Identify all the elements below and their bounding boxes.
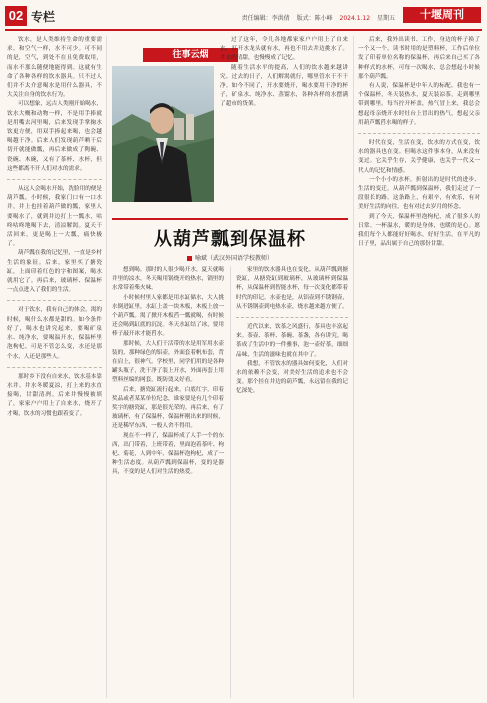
column-rule [230, 266, 231, 698]
section-divider [7, 179, 102, 180]
page-number: 02 [5, 6, 27, 26]
paragraph: 随着生活水平的提高，人们的饮水越来越讲究。过去的日子，人们解渴就行，哪里管水干不干净。如今不同了，开水要烧开，喝水要用干净的杯子，矿泉水、纯净水、蒸馏水，各种各样的水摆满了超市的货架。 [220, 64, 348, 108]
paragraph: 葫芦瓢在我的记忆里，一直是乡村生活的象征。后来，家里买了搪瓷缸，上面印着红色的字和图案，喝水就用它了。再后来，玻璃杯、保温杯一点点进入了我们的生活。 [7, 250, 102, 294]
header-rule [5, 29, 482, 31]
section-divider [7, 300, 102, 301]
column-2 [112, 266, 224, 698]
section-title: 专栏 [31, 10, 56, 24]
paragraph: 过了这年，令儿各地都家家户户用上了自来水，打开水龙头就有水，再也不用去井边挑水了。井水的清甜，也慢慢成了记忆。 [220, 37, 348, 62]
author-photo [112, 66, 214, 202]
section-divider [7, 367, 102, 368]
column-3-top [220, 36, 348, 216]
designer-label: 版式：陈小峰 [296, 15, 333, 22]
paragraph: 现在不一样了，保温杯成了人手一个的东西，出门带着，上班带着，里面泡着茶叶、枸杞、菊花，人到中年，保温杯泡枸杞，成了一种生活态度。从葫芦瓢到保温杯，变的是器具，不变的是人们对生活的热爱。 [112, 432, 224, 476]
paragraph: 后来，我外出读书、工作，身边的杯子换了一个又一个。读书时用的是塑料杯，工作后单位发了印着单位名称的保温杯，再后来自己买了各种样式的水杯，可每一次喝水，总会想起小时候那个葫芦瓢。 [358, 37, 480, 80]
headline-rule [112, 218, 348, 220]
paragraph: 小时候村里人家都是用水缸储水，大人挑水倒进缸里，水缸上盖一块木板，木板上放一个葫芦瓢。渴了掀开木板舀一瓢就喝，有时候还会喝到缸底的沉淀。冬天水缸结了冰，要用棒子敲开冰才能舀水。 [112, 294, 224, 338]
editor-label: 责任编辑：李洪倩 [241, 15, 290, 22]
section-divider [236, 317, 348, 318]
paragraph: 想到喝。那时的人很少喝开水，夏天就喝井里的凉水，冬天喝用锅烧开的热水，锅里的水常带着柴火味。 [112, 267, 224, 292]
paragraph: 近代以来，饮茶之风盛行，茶具也丰富起来。茶壶、茶杯、茶碗、茶盏，各有讲究。喝茶成了生活中的一件雅事，泡一壶好茶，细细品味，生活的滋味也就在其中了。 [236, 324, 348, 358]
column-3 [236, 266, 348, 698]
issue-weekday: 星期五 [376, 15, 395, 22]
newspaper-masthead: 十堰周刊 [403, 7, 481, 23]
paragraph: 后来，搪瓷缸流行起来，白底红字，印着奖品或者某某单位纪念，谁家要是有几个印着奖字的搪瓷缸，那是很光荣的。再后来，有了玻璃杯，有了保温杯，保温杯刚出来的时候，还是稀罕东西，一般人舍不得用。 [112, 386, 224, 430]
byline-marker-icon [187, 256, 192, 261]
header-meta [237, 13, 395, 22]
paragraph: 饮水，是人类维持生命的重要需求。和空气一样，水不可少。可不同的是，空气，到处不在且免费取用，而水不那么随便地能得到。这就有生命了各种各样的饮水器具。只不过人们并不太介意喝水是用什么器具，不大关注自身的饮水行为。 [7, 37, 102, 99]
paragraph: 从远人会喝水开始，洗脸用的便是葫芦瓢。小时候，我家门口有一口水井，井上也挂着葫芦做的瓢，家里人要喝水了，就到井边打上一瓢水，咕咚咕咚地喝下去，清凉解渴。夏天干活回来，更是喝上一大瓢，痛快极了。 [7, 186, 102, 248]
section-divider [358, 133, 480, 134]
article-byline [112, 253, 348, 262]
paragraph: 那时乡下没有自来水，饮水基本靠水井。井水冬暖夏凉，打上来的水直接喝，甘甜清冽。后来井慢慢被填了，家家户户用上了自来水，烧开了才喝，饮水的习惯也跟着变了。 [7, 373, 102, 417]
paragraph: 有人说，保温杯是中年人的标配。我也有一个保温杯，冬天装热水，夏天装凉茶，走到哪里带到哪里。每当拧开杯盖，热气冒上来，我总会想起母亲烧开水时灶台上冒出的热气，想起父亲用葫芦瓢舀水喝的样子。 [358, 83, 480, 126]
paragraph: 可以想象，远古人类刚开始喝水，饮水大概和动物一样，不是用手捧就是用嘴去河里喝，后来发现手掌掬水饮更方便，用双手捧起来喝，也会越喝越干净。后来人们发现葫芦晒干后切开就能做瓢，再后来做成了陶碗、瓷碗、木碗，又有了茶杯、水杯，但这些都离不开人们对水的需求。 [7, 101, 102, 172]
byline-text: 喻斌（武汉外国语学校教师） [194, 255, 273, 262]
column-1 [7, 36, 102, 698]
paragraph: 我想，不管饮水的器具如何变化，人们对水的依赖不会变，对美好生活的追求也不会变。那个挂在井边的葫芦瓢，永远留在我的记忆深处。 [236, 360, 348, 395]
column-4 [358, 36, 480, 698]
column-banner: 往事云烟 [143, 48, 238, 62]
column-rule [353, 36, 354, 698]
paragraph: 一个小小的水杯，折射出的是时代的进步、生活的变迁。从葫芦瓢到保温杯，我们走过了一段很长的路。这条路上，有艰辛，有欢乐，有对美好生活的向往，也有对过去岁月的怀念。 [358, 176, 480, 211]
author-portrait-image [112, 66, 214, 202]
column-rule [106, 36, 107, 698]
paragraph: 那时候，大人们干活带的水是用军用水壶装的，那种绿色的铝壶，外面套着帆布套，背在肩上，很神气。学校里，同学们用的是各种罐头瓶子，洗干净了装上开水，外面再套上用塑料丝编的网套，既防烫又好看。 [112, 340, 224, 384]
paragraph: 家里的饮水器具也在变化。从葫芦瓢到搪瓷缸，从搪瓷缸到玻璃杯，从玻璃杯到保温杯，从保温杯到智能水杯，每一次变化都带着时代的印记。水壶也是，从铝壶到不锈钢壶，从不锈钢壶到电热水壶，烧水越来越方便了。 [236, 267, 348, 310]
paragraph: 时代在变，生活在变，饮水的方式在变，饮水的器具也在变。但喝水这件事本身，从来没有变过。它关乎生存，关乎健康，也关乎一代又一代人的记忆和情感。 [358, 140, 480, 174]
page-header [0, 0, 487, 30]
paragraph: 对于饮水，我有自己的体会。渴的时候，喝什么水都是甜的。如今条件好了，喝水也讲究起来，要喝矿泉水、纯净水，要喝温开水，保温杯里泡枸杞。可是不管怎么变，水还是那个水，人还是那些人。 [7, 307, 102, 360]
article-headline: 从葫芦瓢到保温杯 [154, 229, 306, 250]
issue-date: 2024.1.12 [339, 15, 371, 22]
paragraph: 到了今天，保温杯里泡枸杞，成了很多人的日常。一杯温水，暖的是身体，也暖的是心。愿我们每个人都能好好喝水，好好生活，在平凡的日子里，品出属于自己的那份甘甜。 [358, 213, 480, 248]
